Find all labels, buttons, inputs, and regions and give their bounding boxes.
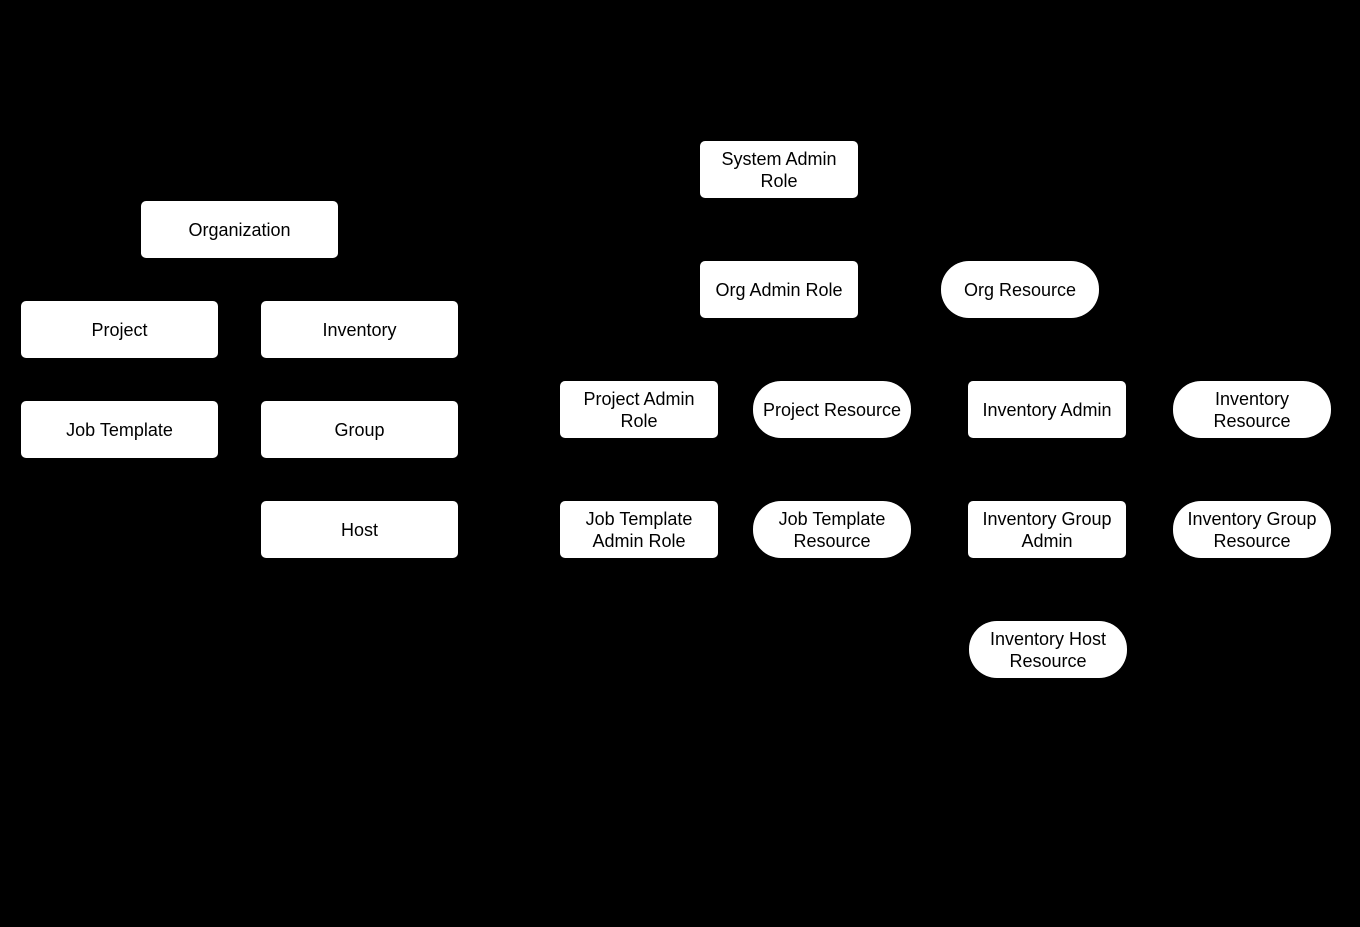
node-label-line: Organization [188, 219, 291, 240]
node-label-line: Host [340, 519, 378, 540]
node-host [261, 501, 458, 558]
node-organization [141, 201, 338, 258]
node-label-line: Inventory Host [989, 628, 1107, 649]
node-label-line: Inventory [322, 319, 397, 340]
node-job-template-resource [753, 501, 911, 558]
node-org-resource [941, 261, 1099, 318]
node-org-admin-role [700, 261, 858, 318]
node-inventory-admin [968, 381, 1126, 438]
node-job-template [21, 401, 218, 458]
node-project-resource [753, 381, 911, 438]
node-label-line: Admin [1021, 530, 1073, 551]
node-label-line: System Admin [721, 148, 837, 169]
node-label-line: Role [760, 170, 798, 191]
node-label-line: Job Template [66, 419, 173, 440]
node-label-line: Resource [1213, 410, 1291, 431]
node-label-line: Resource [1213, 530, 1291, 551]
node-inventory-resource [1173, 381, 1331, 438]
node-job-template-admin-role [560, 501, 718, 558]
node-project [21, 301, 218, 358]
node-label-line: Inventory Admin [982, 399, 1112, 420]
node-label-line: Project [91, 319, 148, 340]
node-label-line: Project Admin [583, 388, 695, 409]
node-label-line: Inventory [1214, 388, 1290, 409]
node-label-line: Group [334, 419, 385, 440]
node-label-line: Resource [1009, 650, 1087, 671]
node-label-line: Org Admin Role [715, 279, 843, 300]
node-inventory-host-resource [969, 621, 1127, 678]
node-label-line: Job Template [778, 508, 886, 529]
node-label-line: Resource [793, 530, 871, 551]
node-inventory-group-admin [968, 501, 1126, 558]
node-inventory-group-resource [1173, 501, 1331, 558]
node-label-line: Admin Role [592, 530, 686, 551]
node-label-line: Inventory Group [982, 508, 1112, 529]
node-project-admin-role [560, 381, 718, 438]
node-group [261, 401, 458, 458]
node-inventory [261, 301, 458, 358]
node-label-line: Role [620, 410, 658, 431]
node-label-line: Project Resource [762, 399, 902, 420]
node-system-admin-role [700, 141, 858, 198]
node-label-line: Job Template [585, 508, 693, 529]
node-label-line: Org Resource [963, 279, 1077, 300]
node-label-line: Inventory Group [1187, 508, 1317, 529]
